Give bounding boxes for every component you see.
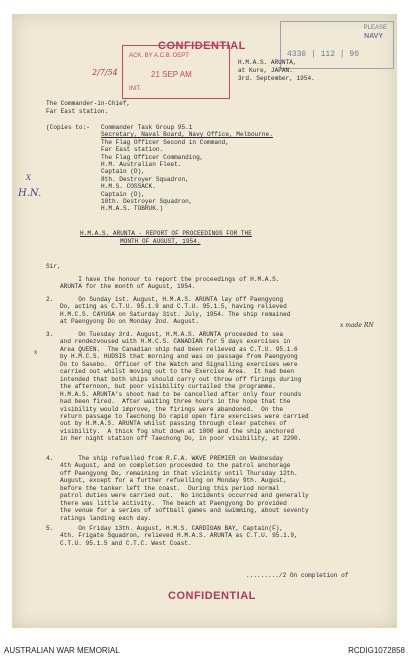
paragraph-line: carried out whilst moving out to the Exercise Area. It had been — [60, 368, 295, 376]
subject-line1: H.M.A.S. ARUNTA - REPORT OF PROCEEDINGS FOR THE — [80, 230, 252, 237]
paragraph-line: the afternoon, but poor visibility curtailed the programme. — [60, 383, 276, 391]
paragraph-line: the venue for a series of softball games and swimming, about seventy — [60, 507, 309, 515]
margin-annotation: H.N. — [18, 188, 42, 199]
copy-recipient-line: 8th. Destroyer Squadron, — [101, 175, 189, 183]
received-stamp-initials: INIT. — [129, 86, 142, 92]
paragraph-line: August, except for a further refuelling on Monday 9th. August, — [60, 477, 287, 485]
paragraph-line: return passage to Taechong Do rapid open fire exercises were carried — [60, 412, 309, 420]
navy-file-stamp — [280, 21, 394, 69]
paragraph-line: Area QUEEN. The Canadian ship had been relieved as C.T.U. 95.1.6 — [60, 345, 298, 353]
paragraph-line: there was little activity. The beach at Paengyong Do provided — [60, 499, 287, 507]
paragraph-number: 2. — [46, 296, 54, 303]
paragraph-line: 4th. Frigate Squadron, relieved H.M.A.S. ARUNTA as C.T.U. 95.1.9, — [60, 532, 298, 540]
confidential-stamp-bottom: CONFIDENTIAL — [168, 590, 256, 602]
addressee-line1: The Commander-in-Chief, — [46, 100, 131, 107]
made-rn-note: x made RN — [340, 322, 374, 329]
paragraph-line: I have the honour to report the proceedings of H.M.A.S. — [60, 276, 280, 283]
paragraph-number: 5. — [46, 525, 54, 532]
paragraph-line: and rendezvoused with H.M.C.S. CANADIAN for 5 days exercises in — [60, 338, 291, 346]
paragraph-line: at Paengyong Do on Monday 2nd. August. — [60, 318, 199, 326]
copy-recipient-line: Secretary, Naval Board, Navy Office, Melbourne. — [101, 131, 273, 139]
received-stamp — [122, 45, 230, 99]
copy-recipient-line: Commander Task Group 95.1 — [101, 124, 193, 131]
paragraph-line: before the tanker left the coast. During this period normal — [60, 484, 280, 492]
handwritten-date: 2/7/54 — [92, 68, 118, 77]
ship-name: H.M.A.S. ARUNTA, — [238, 59, 297, 66]
paragraph-line: H.M.A.S. ARUNTA's shoot had to be cancelled after only four rounds — [60, 390, 302, 398]
received-stamp-line1: ACK. BY A.C.B. DEPT — [129, 53, 189, 59]
subject-line2: MONTH OF AUGUST, 1954. — [120, 238, 201, 245]
copy-recipient-line: The Flag Officer Second in Command, — [101, 138, 229, 146]
copies-label: (Copies to:- — [46, 124, 90, 131]
paragraph-line: visibility. A thick fog shut down at 1800 and the ship anchored — [60, 427, 295, 435]
paragraph-line: The ship refuelled from R.F.A. WAVE PREMIER on Wednesday — [60, 455, 284, 462]
paragraph-line: patrol duties were carried out. No incidents occurred and generally — [60, 492, 309, 500]
archive-footer — [0, 640, 409, 666]
paragraph-line: ARUNTA for the month of August, 1954. — [60, 283, 196, 291]
paragraph-line: out by H.M.A.S. ARUNTA whilst passing through clear patches of — [60, 420, 287, 428]
paragraph-line: On Friday 13th. August, H.M.S. CARDIGAN BAY, Captain(F), — [60, 525, 284, 532]
paragraph-line: by H.M.C.S. HUDSIS that morning and was on passage from Paengyong — [60, 353, 298, 361]
navy-file-label-top: PLEASE — [363, 25, 387, 31]
copy-recipient-line: The Flag Officer Commanding, — [101, 153, 204, 161]
addressee-line2: Far East station. — [46, 108, 109, 115]
paragraph-line: On Sunday 1st. August, H.M.A.S. ARUNTA lay off Paengyong — [60, 296, 284, 303]
paragraph-line: H.M.C.S. CAYUGA on Saturday 31st. July, 1954. The ship remained — [60, 310, 291, 318]
footer-left: AUSTRALIAN WAR MEMORIAL — [4, 646, 120, 655]
paragraph-number: 4. — [46, 455, 54, 462]
copy-recipient-line: H.M. Australian Fleet. — [101, 161, 182, 168]
copy-recipient-line: Far East station. — [101, 146, 164, 154]
paragraph-line: Do to Sasebo. Officer of the Watch and Signalling exercises were — [60, 360, 298, 368]
margin-annotation-x: X — [26, 174, 31, 182]
paragraph-line: C.T.U. 95.1.5 and C.T.C. West Coast. — [60, 539, 192, 547]
paragraph-mark: x — [34, 349, 38, 356]
ship-location: at Kure, JAPAN. — [238, 67, 293, 74]
paragraph-line: in her night station off Taechong Do, in poor visibility, at 2200. — [60, 435, 302, 443]
footer-right: RCDIG1072858 — [348, 646, 405, 655]
paragraph-line: had been fired. After waiting three hours in the hope that the — [60, 398, 291, 406]
received-stamp-date: 21 SEP AM — [151, 70, 192, 79]
confidential-stamp-top: CONFIDENTIAL — [158, 40, 246, 52]
copy-recipient-line: H.M.S. COSSACK. — [101, 183, 156, 191]
copy-recipient-line: 10th. Destroyer Squadron, — [101, 198, 193, 205]
paragraph-line: intended that both ships should carry out throw off firings during — [60, 375, 302, 383]
letter-date: 3rd. September, 1954. — [238, 75, 315, 82]
copy-recipient-line: H.M.A.S. TOBRUK.) — [101, 205, 164, 213]
continuation-line: ........./2 On completion of — [246, 572, 349, 579]
paragraph-line: On Tuesday 3rd. August, H.M.A.S. ARUNTA proceeded to sea — [60, 331, 284, 338]
paragraph-line: visibility would improve, the firings were abandoned. On the — [60, 405, 284, 413]
paragraph-line: ratings landing each day. — [60, 514, 152, 522]
paragraph-line: off Paengyong Do, remaining in that vicinity until Thursday 12th. — [60, 469, 298, 477]
navy-file-number: 4336 | 112 | 90 — [287, 50, 360, 59]
navy-file-label: NAVY — [364, 33, 383, 40]
copy-recipient-line: Captain (D), — [101, 190, 145, 198]
salutation: Sir, — [46, 263, 61, 270]
paragraph-line: 4th August, and on completion proceeded to the patrol anchorage — [60, 462, 291, 470]
paragraph-number: 3. — [46, 331, 54, 338]
paragraph-line: Do, acting as C.T.U. 95.1.9 and C.T.U. 95.1.5, having relieved — [60, 303, 287, 311]
copy-recipient-line: Captain (D), — [101, 168, 145, 176]
